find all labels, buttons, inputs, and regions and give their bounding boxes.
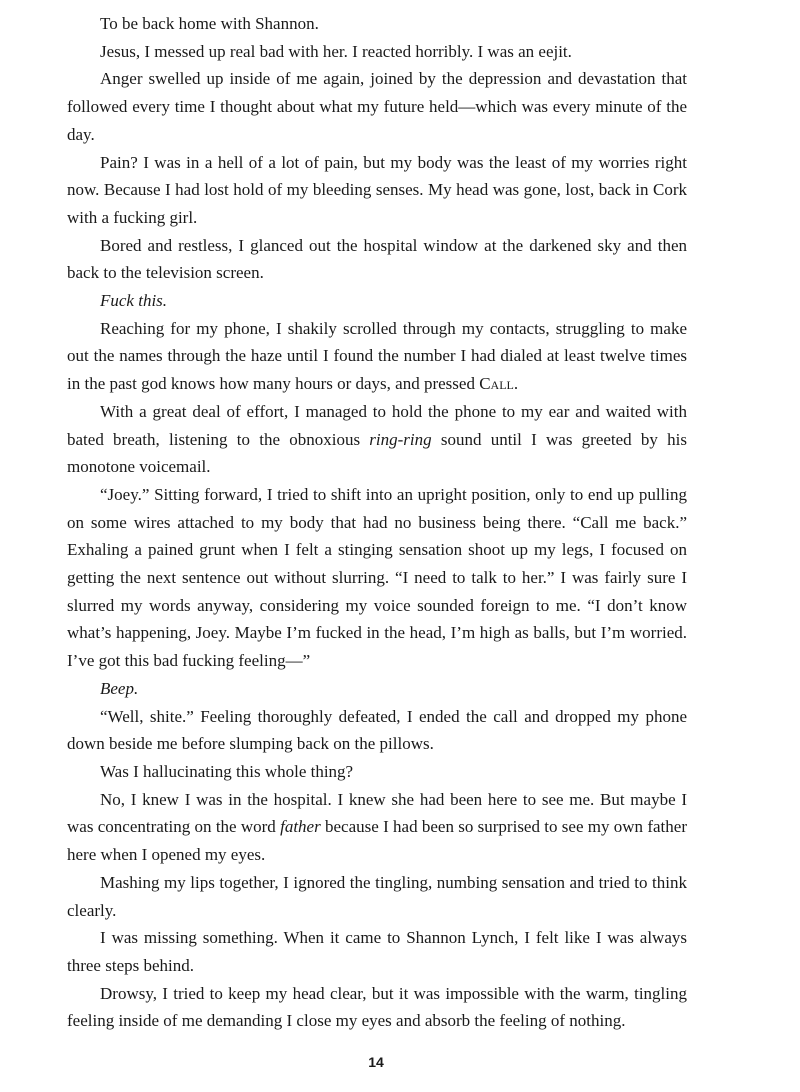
paragraph: Was I hallucinating this whole thing? <box>100 761 354 781</box>
page-text <box>67 10 687 1035</box>
italic-text: Fuck this. <box>100 291 168 311</box>
paragraph: Jesus, I messed up real bad with her. I reacted horribly. I was an eejit. <box>100 41 572 61</box>
paragraph: No, I knew I was in the hospital. I knew she had been here to see me. But maybe I was concentrating on the word father because I had been so surprised to see my own father here when I opened my eyes. <box>67 789 687 865</box>
paragraph: Mashing my lips together, I ignored the tingling, numbing sensation and tried to think clearly. <box>67 872 687 920</box>
paragraph <box>67 287 687 315</box>
paragraph: Bored and restless, I glanced out the hospital window at the darkened sky and then back to the television screen. <box>67 235 687 283</box>
paragraph: Drowsy, I tried to keep my head clear, but it was impossible with the warm, tingling feeling inside of me demanding I close my eyes and absorb the feeling of nothing. <box>67 983 687 1031</box>
italic-text: Beep. <box>100 678 139 698</box>
paragraph: Anger swelled up inside of me again, joined by the depression and devastation that followed every time I thought about what my future held—which was every minute of the day. <box>67 69 687 144</box>
paragraph: I was missing something. When it came to Shannon Lynch, I felt like I was always three steps behind. <box>67 928 687 975</box>
paragraph <box>67 675 687 703</box>
italic-text: father <box>280 817 321 837</box>
paragraph: “Joey.” Sitting forward, I tried to shift into an upright position, only to end up pulling on some wires attached to my body that had no business being there. “Call me back.” Exhaling a pained grunt when I felt a stinging sensation shoot up my legs, I focused on getting the next sentence out without slurring. “I need to talk to her.” I was fairly sure I slurred my words anyway, considering my voice sounded foreign to me. “I don’t know what’s happening, Joey. Maybe I’m fucked in the head, I’m high as balls, but I’m worried. I’ve got this bad fucking feeling—” <box>67 484 687 671</box>
paragraph: With a great deal of effort, I managed to hold the phone to my ear and waited with bated breath, listening to the obnoxious ring-ring sound until I was greeted by his monotone voicemail. <box>67 401 687 477</box>
smallcaps-text: Call <box>479 374 514 394</box>
paragraph: “Well, shite.” Feeling thoroughly defeated, I ended the call and dropped my phone down beside me before slumping back on the pillows. <box>67 706 687 754</box>
paragraph: To be back home with Shannon. <box>100 14 319 33</box>
paragraph: Reaching for my phone, I shakily scrolled through my contacts, struggling to make out the names through the haze until I found the number I had dialed at least twelve times in the past god knows how many hours or days, and pressed Call. <box>67 318 687 394</box>
page-number: 14 <box>368 1054 384 1070</box>
italic-text: ring-ring <box>369 429 432 449</box>
paragraph: Pain? I was in a hell of a lot of pain, but my body was the least of my worries right now. Because I had lost hold of my bleeding senses. My head was gone, lost, back in Cork with a fucking girl. <box>67 152 687 227</box>
